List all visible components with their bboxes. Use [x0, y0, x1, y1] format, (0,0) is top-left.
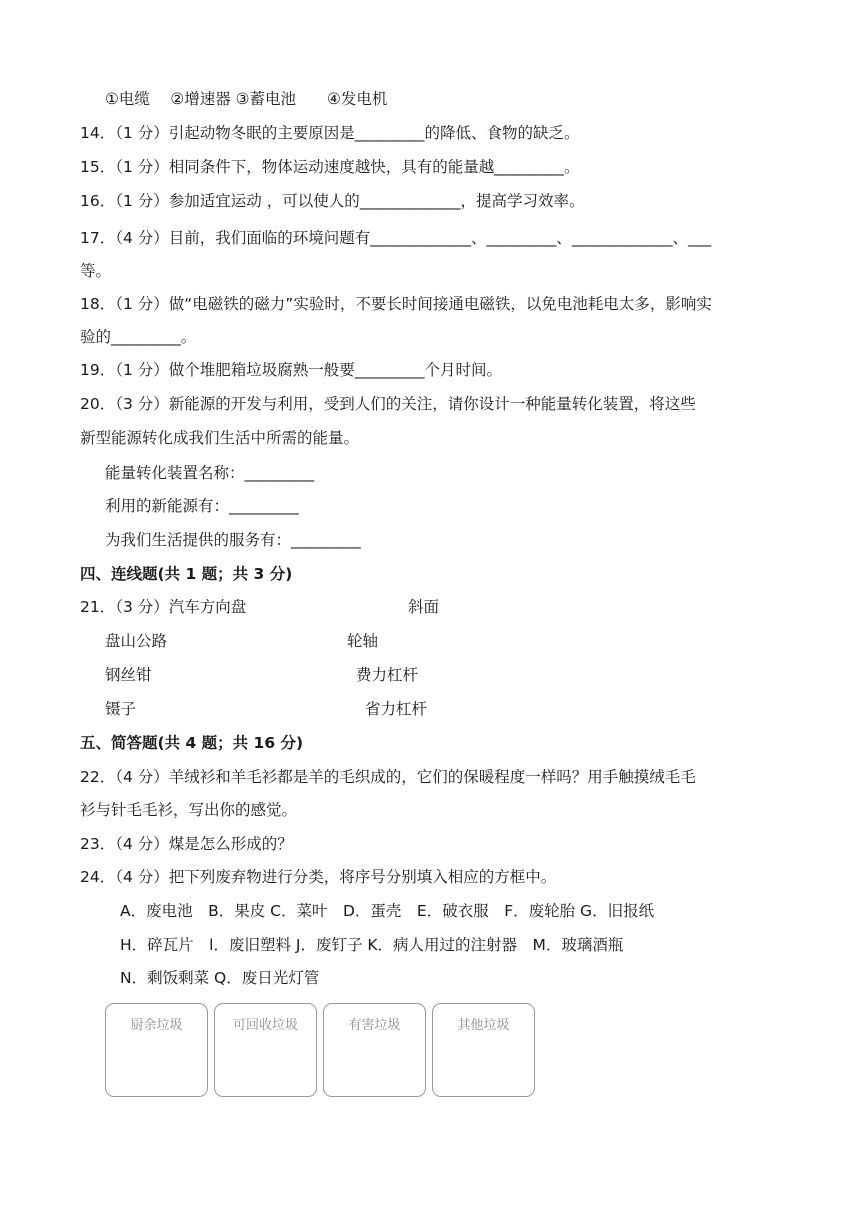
question-23: 23．（4 分）煤是怎么形成的？ — [80, 835, 293, 853]
question-22-line1: 22．（4 分）羊绒衫和羊毛衫都是羊的毛织成的，它们的保暖程度一样吗？用手触摸绒毛毛 — [80, 768, 696, 786]
question-15: 15．（1 分）相同条件下，物体运动速度越快，具有的能量越_________。 — [80, 158, 580, 176]
q24-items-2: H．碎瓦片 l．废旧塑料 J．废钉子 K．病人用过的注射器 M．玻璃酒瓶 — [120, 936, 624, 954]
q24-items-3: N．剩饭剩菜 Q．废日光灯管 — [120, 969, 320, 987]
q21-left-2: 盘山公路 — [105, 632, 168, 650]
section-4-heading: 四、连线题(共 1 题；共 3 分) — [80, 565, 293, 583]
kitchen-waste-label: 厨余垃圾 — [130, 1018, 183, 1033]
kitchen-waste-box — [105, 1003, 208, 1097]
hazardous-waste-label: 有害垃圾 — [348, 1018, 401, 1033]
q21-left-3: 钢丝钳 — [105, 666, 152, 684]
other-waste-label: 其他垃圾 — [457, 1018, 510, 1033]
q21-right-3: 费力杠杆 — [356, 666, 419, 684]
question-24: 24．（4 分）把下列废弃物进行分类，将序号分别填入相应的方框中。 — [80, 868, 557, 886]
section-5-heading: 五、简答题(共 4 题；共 16 分) — [80, 734, 304, 752]
other-waste-box — [432, 1003, 535, 1097]
question-19: 19．（1 分）做个堆肥箱垃圾腐熟一般要_________个月时间。 — [80, 361, 503, 379]
q20-device-name: 能量转化装置名称：_________ — [105, 464, 315, 482]
question-16: 16．（1 分）参加适宜运动 ，可以使人的_____________，提高学习效率。 — [80, 192, 585, 210]
q24-items-1: A．废电池 B．果皮 C．菜叶 D．蛋壳 E．破衣服 F．废轮胎 G．旧报纸 — [120, 902, 655, 920]
question-18-line1: 18．（1 分）做“电磁铁的磁力”实验时，不要长时间接通电磁铁，以免电池耗电太多，影响实 — [80, 295, 712, 313]
question-22-line2: 衫与针毛毛衫，写出你的感觉。 — [80, 801, 298, 819]
q20-new-energy: 利用的新能源有：_________ — [105, 497, 299, 515]
question-20-line1: 20．（3 分）新能源的开发与利用，受到人们的关注，请你设计一种能量转化装置，将这些 — [80, 395, 696, 413]
q13-options: ①电缆 ②增速器 ③蓄电池 ④发电机 — [105, 90, 388, 108]
q20-services: 为我们生活提供的服务有：_________ — [105, 531, 361, 549]
q21-left-1: 21．（3 分）汽车方向盘 — [80, 598, 247, 616]
question-17-line2: 等。 — [80, 262, 112, 280]
q21-left-4: 镊子 — [105, 700, 137, 718]
recyclable-waste-box — [214, 1003, 317, 1097]
question-17-line1: 17．（4 分）目前，我们面临的环境问题有_____________、_________、_____________、___ — [80, 229, 712, 247]
question-14: 14．（1 分）引起动物冬眠的主要原因是_________的降低、食物的缺乏。 — [80, 124, 580, 142]
question-20-line2: 新型能源转化成我们生活中所需的能量。 — [80, 429, 360, 447]
question-18-line2: 验的_________。 — [80, 328, 197, 346]
q21-right-2: 轮轴 — [347, 632, 379, 650]
recyclable-waste-label: 可回收垃圾 — [232, 1018, 298, 1033]
q21-right-4: 省力杠杆 — [365, 700, 428, 718]
hazardous-waste-box — [323, 1003, 426, 1097]
q21-right-1: 斜面 — [408, 598, 440, 616]
